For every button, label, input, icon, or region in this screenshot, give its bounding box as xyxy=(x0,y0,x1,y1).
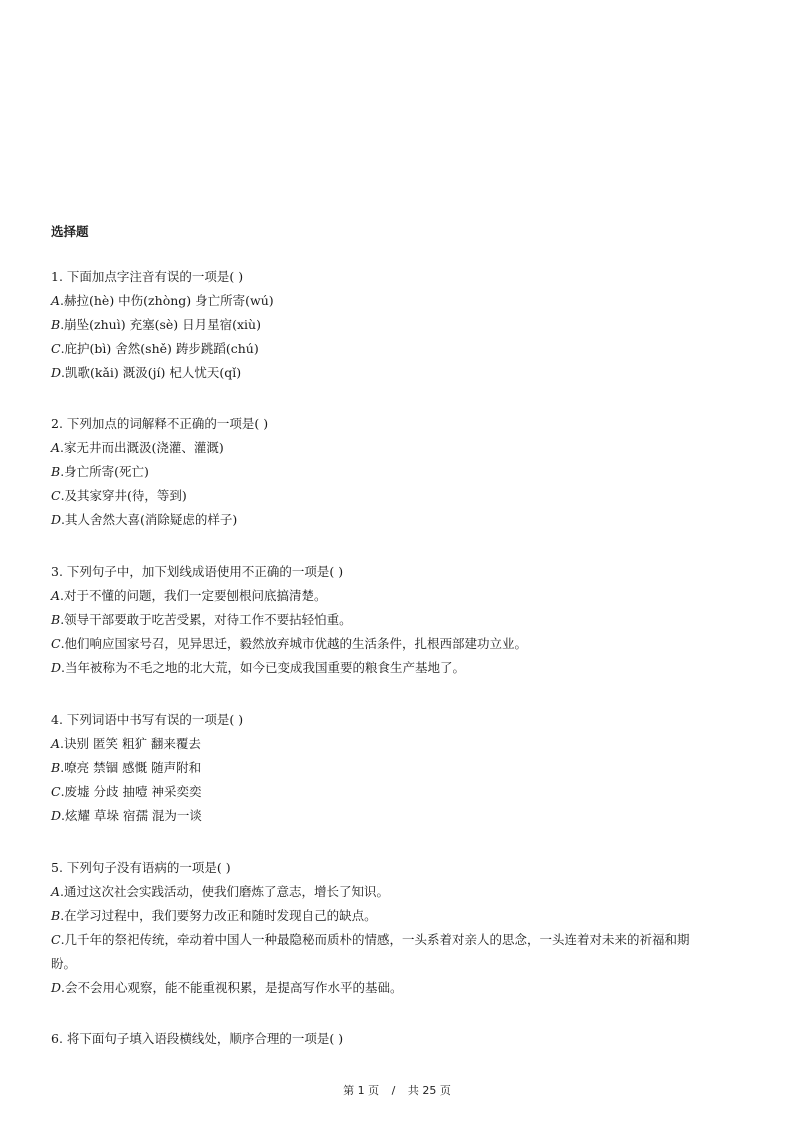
option-letter: C xyxy=(51,784,61,799)
question-4 xyxy=(51,708,751,828)
option-text: .他们响应国家号召，见异思迁，毅然放弃城市优越的生活条件，扎根西部建功立业。 xyxy=(60,636,528,651)
option-b xyxy=(51,756,751,780)
option-text: .崩坠(zhuì) 充塞(sè) 日月星宿(xiù) xyxy=(60,317,261,332)
question-1 xyxy=(51,265,751,385)
option-letter: D xyxy=(51,980,62,995)
option-letter: B xyxy=(51,317,61,332)
question-number: 1. xyxy=(51,269,63,284)
question-2 xyxy=(51,412,751,532)
option-letter: B xyxy=(51,760,61,775)
option-d xyxy=(51,508,751,532)
option-letter: A xyxy=(51,884,61,899)
question-stem xyxy=(51,560,751,584)
option-text: .炫耀 草垛 宿孺 混为一谈 xyxy=(61,808,202,823)
option-letter: A xyxy=(51,293,61,308)
question-3 xyxy=(51,560,751,680)
option-text: .身亡所寄(死亡) xyxy=(60,464,149,479)
option-d xyxy=(51,656,751,680)
question-number: 3. xyxy=(51,564,63,579)
question-6 xyxy=(51,1027,751,1051)
option-a xyxy=(51,880,751,904)
question-stem xyxy=(51,1027,751,1051)
option-c xyxy=(51,928,751,952)
option-a xyxy=(51,436,751,460)
option-letter: A xyxy=(51,588,61,603)
option-d xyxy=(51,361,751,385)
option-letter: C xyxy=(51,341,61,356)
option-c-continuation: 盼。 xyxy=(51,956,77,971)
question-number: 2. xyxy=(51,416,63,431)
question-stem xyxy=(51,708,751,732)
question-text: 下列词语中书写有误的一项是( ) xyxy=(66,712,244,727)
page-separator: / xyxy=(391,1084,396,1097)
option-c xyxy=(51,780,751,804)
option-a xyxy=(51,584,751,608)
option-letter: A xyxy=(51,736,61,751)
option-text: .庇护(bì) 舍然(shě) 踌步跳蹈(chú) xyxy=(60,341,259,356)
option-letter: C xyxy=(51,932,61,947)
option-c xyxy=(51,632,751,656)
option-text: .在学习过程中，我们要努力改正和随时发现自己的缺点。 xyxy=(60,908,377,923)
question-text: 下面加点字注音有误的一项是( ) xyxy=(66,269,244,284)
option-b xyxy=(51,608,751,632)
option-c xyxy=(51,484,751,508)
page-total: 共 25 页 xyxy=(407,1084,451,1097)
question-stem xyxy=(51,412,751,436)
option-c xyxy=(51,337,751,361)
question-text: 下列句子没有语病的一项是( ) xyxy=(66,860,231,875)
option-text: .领导干部要敢于吃苦受累，对待工作不要拈轻怕重。 xyxy=(60,612,352,627)
option-a xyxy=(51,732,751,756)
question-number: 6. xyxy=(51,1031,63,1046)
page-footer xyxy=(0,1082,794,1098)
option-b xyxy=(51,904,751,928)
question-stem xyxy=(51,265,751,289)
option-text: .诀别 匿笑 粗犷 翻来覆去 xyxy=(60,736,201,751)
question-text: 下列加点的词解释不正确的一项是( ) xyxy=(66,416,269,431)
option-text: .凯歌(kǎi) 溉汲(jí) 杞人忧天(qǐ) xyxy=(61,365,242,380)
section-title: 选择题 xyxy=(51,224,89,239)
option-text: .废墟 分歧 抽噎 神采奕奕 xyxy=(60,784,202,799)
option-letter: B xyxy=(51,464,61,479)
question-text: 将下面句子填入语段横线处，顺序合理的一项是( ) xyxy=(66,1031,344,1046)
option-d xyxy=(51,804,751,828)
option-text: .家无井而出溉汲(浇灌、灌溉) xyxy=(60,440,224,455)
option-letter: C xyxy=(51,488,61,503)
option-letter: B xyxy=(51,908,61,923)
option-text: .赫拉(hè) 中伤(zhòng) 身亡所寄(wú) xyxy=(60,293,274,308)
question-number: 4. xyxy=(51,712,63,727)
option-letter: C xyxy=(51,636,61,651)
option-letter: D xyxy=(51,808,62,823)
option-letter: D xyxy=(51,365,62,380)
option-text: .通过这次社会实践活动，使我们磨炼了意志，增长了知识。 xyxy=(60,884,390,899)
option-text: .其人舍然大喜(消除疑虑的样子) xyxy=(61,512,238,527)
option-text: .对于不懂的问题，我们一定要刨根问底搞清楚。 xyxy=(60,588,327,603)
option-b xyxy=(51,460,751,484)
option-letter: A xyxy=(51,440,61,455)
question-5 xyxy=(51,856,751,1000)
page-number: 第 1 页 xyxy=(343,1084,380,1097)
option-letter: D xyxy=(51,512,62,527)
option-b xyxy=(51,313,751,337)
option-a xyxy=(51,289,751,313)
question-number: 5. xyxy=(51,860,63,875)
question-text: 下列句子中，加下划线成语使用不正确的一项是( ) xyxy=(66,564,344,579)
option-d xyxy=(51,976,751,1000)
option-letter: D xyxy=(51,660,62,675)
option-text: .嘹亮 禁锢 感慨 随声附和 xyxy=(60,760,202,775)
option-text: .几千年的祭祀传统，牵动着中国人一种最隐秘而质朴的情感，一头系着对亲人的思念，一头连着对未来的祈福和期 xyxy=(60,932,690,947)
question-stem xyxy=(51,856,751,880)
option-text: .当年被称为不毛之地的北大荒，如今已变成我国重要的粮食生产基地了。 xyxy=(61,660,466,675)
option-text: .会不会用心观察，能不能重视积累，是提高写作水平的基础。 xyxy=(61,980,403,995)
option-letter: B xyxy=(51,612,61,627)
option-text: .及其家穿井(待，等到) xyxy=(60,488,187,503)
